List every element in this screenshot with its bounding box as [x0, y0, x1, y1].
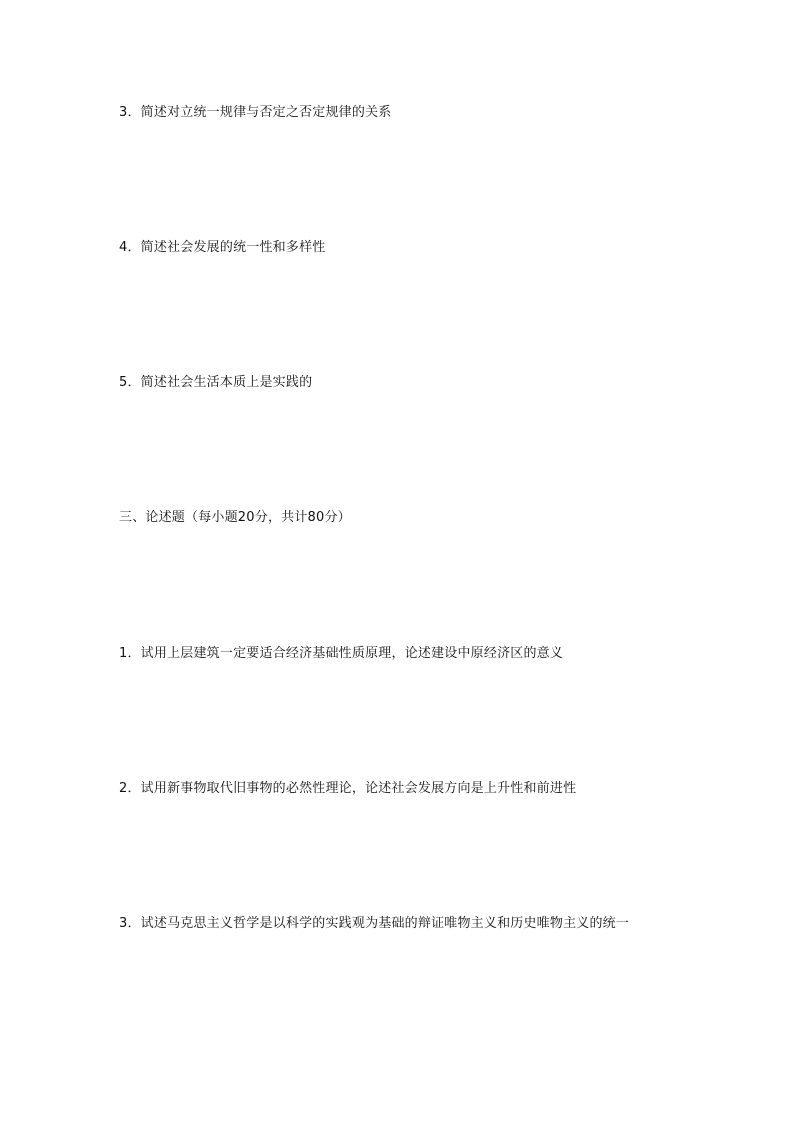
essay-question-1: 1．试用上层建筑一定要适合经济基础性质原理，论述建设中原经济区的意义 — [119, 646, 564, 661]
short-answer-question-3: 3．简述对立统一规律与否定之否定规律的关系 — [119, 105, 392, 120]
short-answer-question-5: 5．简述社会生活本质上是实践的 — [119, 375, 313, 390]
essay-question-3: 3．试述马克思主义哲学是以科学的实践观为基础的辩证唯物主义和历史唯物主义的统一 — [119, 916, 630, 931]
essay-question-2: 2．试用新事物取代旧事物的必然性理论，论述社会发展方向是上升性和前进性 — [119, 781, 577, 796]
section-heading-essay: 三、论述题（每小题20分，共计80分） — [119, 510, 351, 525]
short-answer-question-4: 4．简述社会发展的统一性和多样性 — [119, 240, 326, 255]
